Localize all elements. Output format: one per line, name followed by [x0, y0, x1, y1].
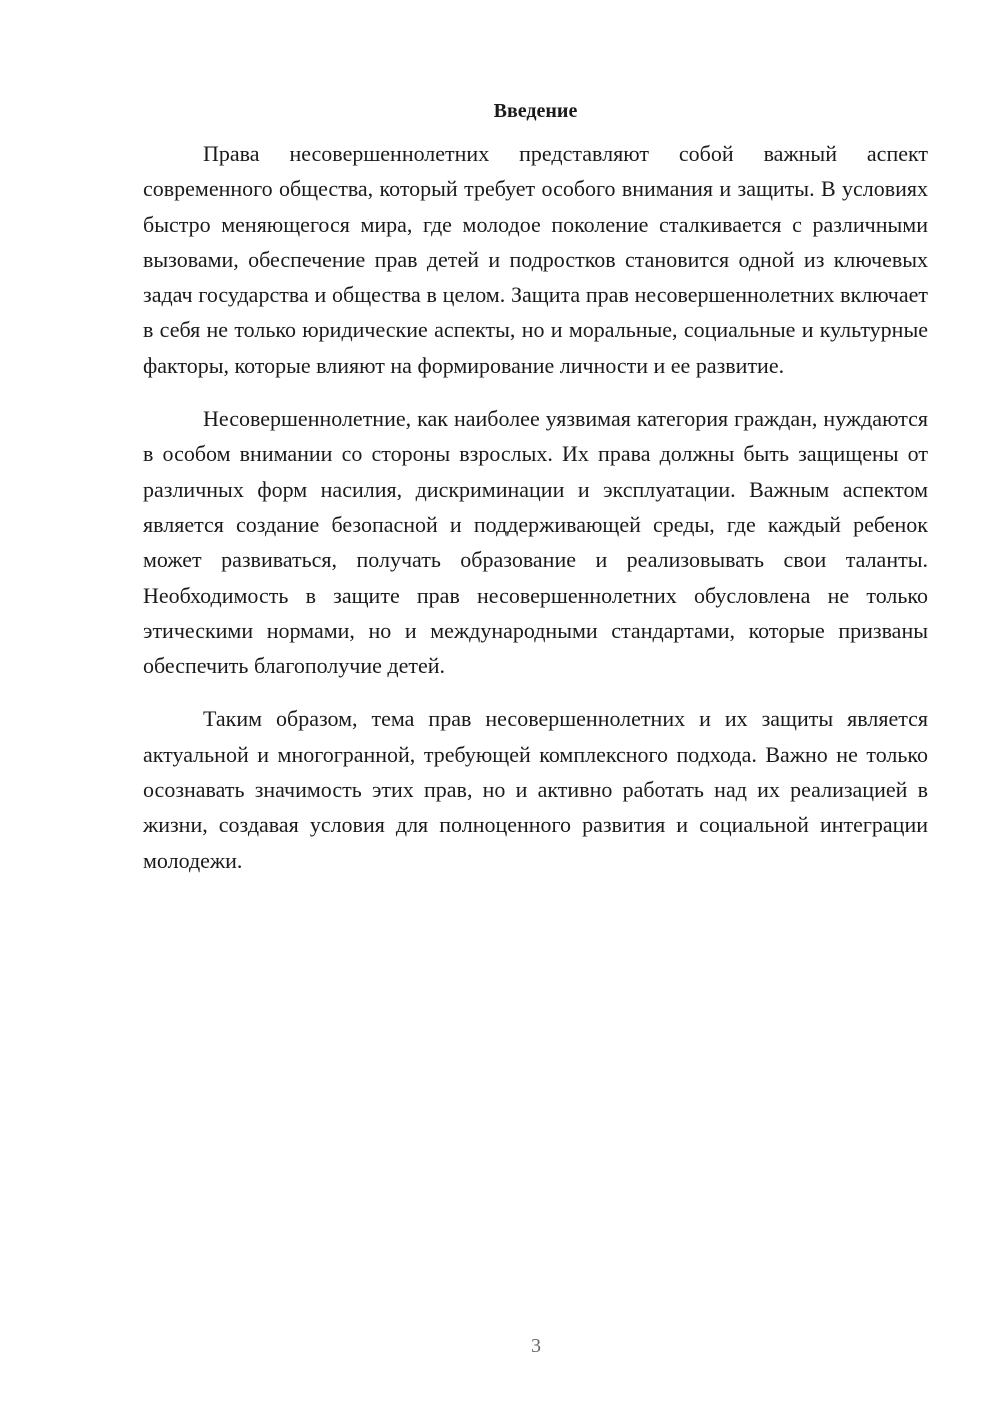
paragraph-3: Таким образом, тема прав несовершеннолетних и их защиты является актуальной и многогранной, требующей комплексного подхода. Важно не только осознавать значимость этих прав, но и активно работать над их реализацией в жизни, создавая условия для полноценного развития и социальной интеграции молодежи. [143, 706, 928, 873]
section-title: Введение [493, 100, 578, 122]
paragraph-1: Права несовершеннолетних представляют собой важный аспект современного общества, который требует особого внимания и защиты. В условиях быстро меняющегося мира, где молодое поколение сталкивается с различными вызовами, обеспечение прав детей и подростков становится одной из ключевых задач государства и общества в целом. Защита прав несовершеннолетних включает в себя не только юридические аспекты, но и моральные, социальные и культурные факторы, которые влияют на формирование личности и ее развитие. [143, 141, 928, 378]
page-number: 3 [531, 1335, 541, 1357]
paragraph-2: Несовершеннолетние, как наиболее уязвимая категория граждан, нуждаются в особом внимании со стороны взрослых. Их права должны быть защищены от различных форм насилия, дискриминации и эксплуатации. Важным аспектом является создание безопасной и поддерживающей среды, где каждый ребенок может развиваться, получать образование и реализовывать свои таланты. Необходимость в защите прав несовершеннолетних обусловлена не только этическими нормами, но и международными стандартами, которые призваны обеспечить благополучие детей. [143, 406, 928, 679]
page-content [143, 96, 928, 896]
